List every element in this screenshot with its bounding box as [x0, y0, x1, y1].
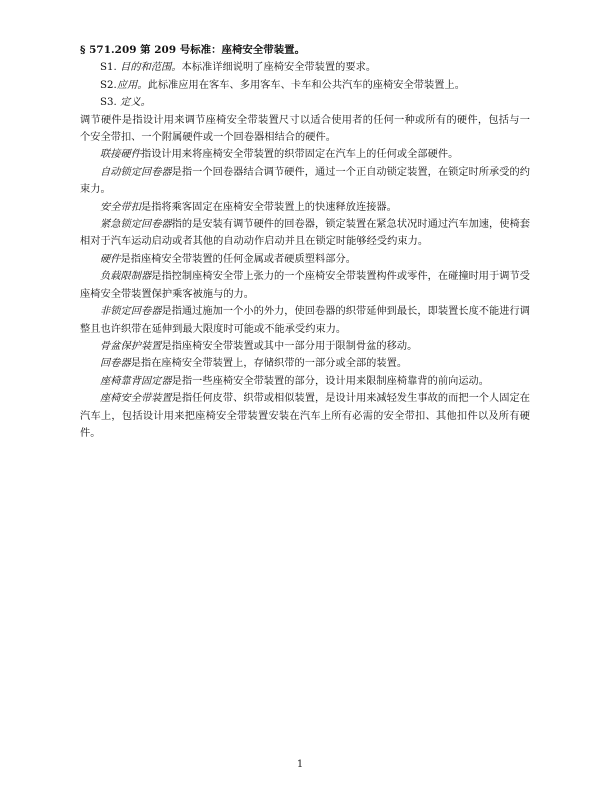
definition-text: 是指任何皮带、织带或相似装置，是设计用来减轻发生事故的而把一个人固定在汽车上，包括设计用来把座椅安全带装置安装在汽车上所有必需的安全带扣、其他扣件以及所有硬件。 — [80, 393, 530, 439]
section-s2 — [80, 77, 530, 94]
definition-term: 硬件 — [100, 253, 121, 265]
definition-load-limiter — [80, 268, 530, 303]
section-title: 目的和范围。 — [120, 62, 182, 74]
definition-term: 座椅安全带装置 — [100, 393, 172, 405]
definition-emergency-locking-retractor — [80, 216, 530, 251]
definition-term: 骨盆保护装置 — [100, 340, 162, 352]
definition-text: 是指通过施加一个小的外力，使回卷器的织带延伸到最长，即装置长度不能进行调整且也许织带在延伸到最大限度时可能或不能承受约束力。 — [80, 306, 530, 335]
definition-text: 指设计用来将座椅安全带装置的织带固定在汽车上的任何或全部硬件。 — [140, 149, 459, 161]
section-s1 — [80, 59, 530, 76]
section-title: 应用。 — [116, 79, 148, 91]
definition-term: 负载限制器 — [100, 271, 152, 283]
definition-buckle — [80, 199, 530, 216]
section-heading: § 571.209 第 209 号标准：座椅安全带装置。 — [80, 44, 306, 56]
definition-text: 指的是安装有调节硬件的回卷器，锁定装置在紧急状况时通过汽车加速，使椅套相对于汽车运动启动或者其他的自动动作启动并且在锁定时能够经受约束力。 — [80, 219, 530, 248]
section-body: 此标准应用在客车、多用客车、卡车和公共汽车的座椅安全带装置上。 — [147, 79, 465, 91]
definition-term: 回卷器 — [100, 358, 131, 370]
section-s3 — [80, 94, 530, 111]
definition-hardware — [80, 251, 530, 268]
definition-term: 非锁定回卷器 — [100, 306, 162, 318]
definition-term: 自动锁定回卷器 — [100, 166, 172, 178]
definition-text: 是指座椅安全带装置的任何金属或者硬质塑料部分。 — [120, 253, 356, 265]
definition-seatback-retainer — [80, 373, 530, 390]
definition-text: 是指在座椅安全带装置上，存储织带的一部分或全部的装置。 — [130, 358, 408, 370]
definition-term: 安全带扣 — [100, 201, 141, 213]
section-title: 定义。 — [120, 97, 151, 109]
document-body — [80, 42, 530, 442]
definition-term: 联接硬件 — [100, 149, 141, 161]
definition-term: 座椅靠背固定器 — [100, 375, 172, 387]
section-body: 本标准详细说明了座椅安全带装置的要求。 — [181, 62, 377, 74]
definition-text: 是指控制座椅安全带上张力的一个座椅安全带装置构件或零件，在碰撞时用于调节受座椅安全带装置保护乘客被施与的力。 — [80, 271, 530, 300]
section-label: S2. — [100, 79, 117, 91]
page-number: 1 — [296, 759, 304, 770]
definition-text: 是指一个回卷器结合调节硬件，通过一个正自动锁定装置，在锁定时所承受的约束力。 — [80, 166, 530, 196]
definition-anchorage-hardware — [80, 146, 530, 163]
definition-pelvic-restraint — [80, 338, 530, 355]
definition-seat-belt-assembly — [80, 390, 530, 442]
definition-retractor — [80, 355, 530, 372]
definition-adjustment-hardware: 调节硬件是指设计用来调节座椅安全带装置尺寸以适合使用者的任何一种或所有的硬件，包括与一个安全带扣、一个附属硬件或一个回卷器相结合的硬件。 — [80, 114, 530, 144]
section-label: S1. — [100, 62, 121, 74]
section-label: S3. — [100, 97, 121, 109]
definition-text: 是指将乘客固定在座椅安全带装置上的快速释放连接器。 — [140, 201, 397, 213]
definition-term: 紧急锁定回卷器 — [100, 219, 172, 231]
definition-text: 是指座椅安全带装置或其中一部分用于限制骨盆的移动。 — [161, 340, 418, 352]
definition-automatic-locking-retractor — [80, 164, 530, 199]
definition-text: 是指一些座椅安全带装置的部分，设计用来限制座椅靠背的前向运动。 — [171, 375, 490, 387]
definition-nonlocking-retractor — [80, 303, 530, 338]
